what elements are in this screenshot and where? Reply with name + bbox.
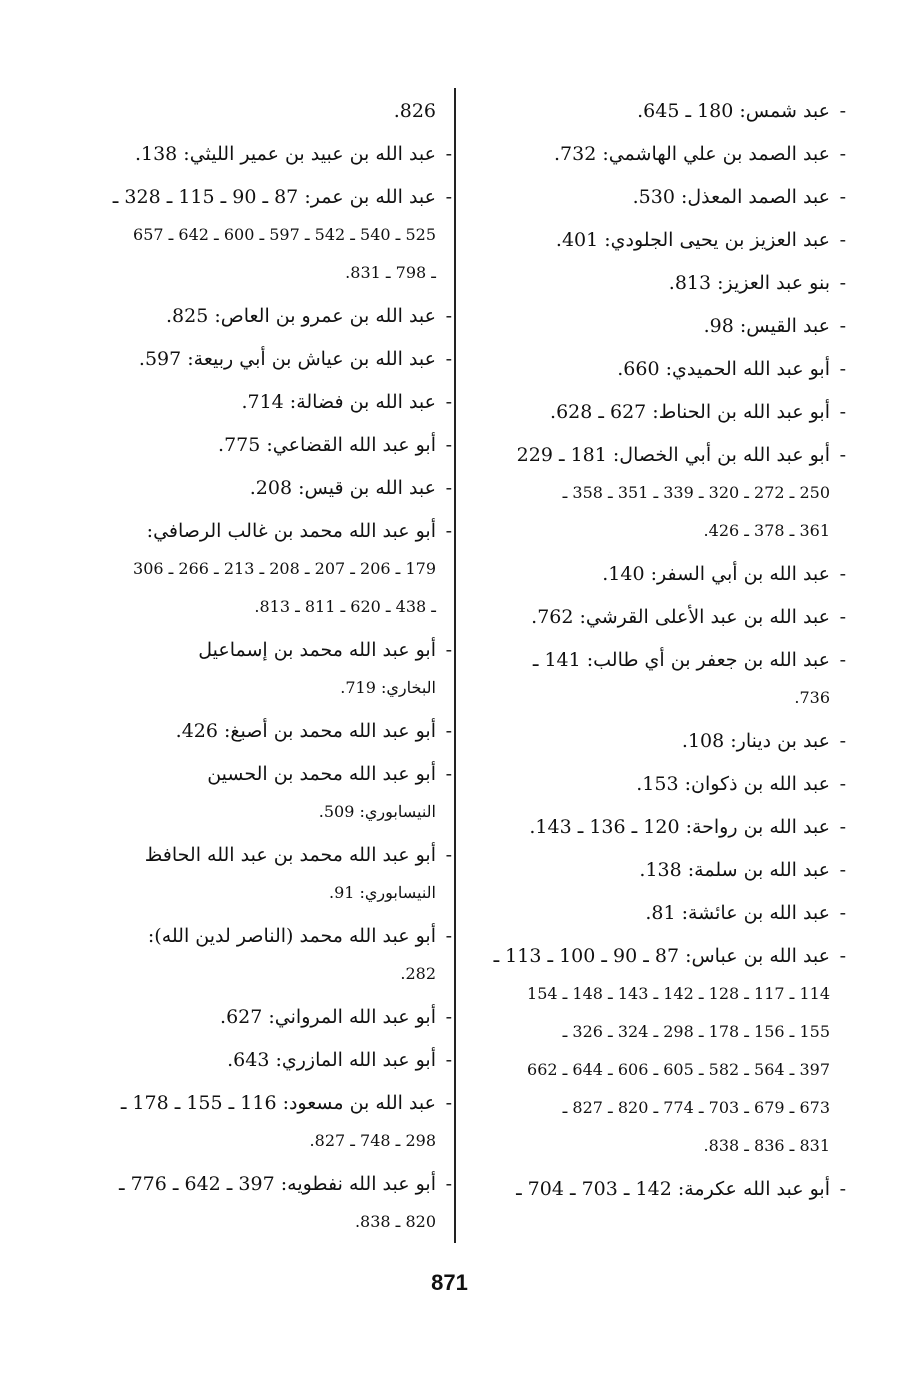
entry-continuation: 282. bbox=[400, 964, 436, 983]
entry-dash: - bbox=[445, 844, 452, 866]
entry-text: عبد الله بن مسعود: 116 ـ 155 ـ 178 ـ bbox=[120, 1092, 436, 1114]
entry-text: 826. bbox=[393, 100, 436, 122]
entry-dash: - bbox=[839, 401, 846, 423]
entry-dash: - bbox=[445, 305, 452, 327]
entry-dash: - bbox=[839, 143, 846, 165]
entry-continuation: النيسابوري: 91. bbox=[328, 883, 436, 902]
entry-dash: - bbox=[445, 1092, 452, 1114]
entry-text: أبو عبد الله القضاعي: 775. bbox=[218, 434, 436, 456]
index-entry bbox=[80, 1084, 452, 1160]
entry-dash: - bbox=[839, 730, 846, 752]
index-entry bbox=[80, 178, 452, 292]
entry-text: بنو عبد العزيز: 813. bbox=[668, 272, 830, 294]
index-entry bbox=[476, 641, 846, 717]
entry-dash: - bbox=[445, 639, 452, 661]
entry-text: عبد الله بن رواحة: 120 ـ 136 ـ 143. bbox=[529, 816, 830, 838]
index-entry bbox=[476, 264, 846, 302]
entry-continuation: 155 ـ 156 ـ 178 ـ 298 ـ 324 ـ 326 ـ bbox=[562, 1022, 830, 1041]
entry-continuation: ـ 438 ـ 620 ـ 811 ـ 813. bbox=[254, 597, 436, 616]
index-entry bbox=[476, 307, 846, 345]
entry-text: عبد الله بن أبي السفر: 140. bbox=[602, 563, 830, 585]
entry-text: أبو عبد الله الحميدي: 660. bbox=[617, 358, 830, 380]
index-entry bbox=[476, 937, 846, 1165]
entry-text: أبو عبد الله محمد بن أصبغ: 426. bbox=[175, 720, 436, 742]
index-entry bbox=[476, 393, 846, 431]
entry-text: عبد الله بن عبيد بن عمير الليثي: 138. bbox=[134, 143, 436, 165]
entry-text: أبو عبد الله عكرمة: 142 ـ 703 ـ 704 ـ bbox=[516, 1178, 830, 1200]
entry-dash: - bbox=[445, 186, 452, 208]
index-entry bbox=[476, 1170, 846, 1208]
index-entry bbox=[476, 894, 846, 932]
index-entry bbox=[80, 92, 452, 130]
index-entry bbox=[80, 917, 452, 993]
entry-text: أبو عبد الله محمد بن الحسين bbox=[207, 763, 436, 785]
index-entry bbox=[476, 436, 846, 550]
entry-text: أبو عبد الله محمد بن غالب الرصافي: bbox=[146, 520, 436, 542]
entry-text: عبد الله بن عباس: 87 ـ 90 ـ 100 ـ 113 ـ bbox=[493, 945, 830, 967]
index-column-right bbox=[476, 92, 846, 1213]
entry-text: عبد الصمد المعذل: 530. bbox=[632, 186, 830, 208]
entry-continuation: 114 ـ 117 ـ 128 ـ 142 ـ 143 ـ 148 ـ 154 bbox=[527, 984, 830, 1003]
entry-continuation: 525 ـ 540 ـ 542 ـ 597 ـ 600 ـ 642 ـ 657 bbox=[133, 225, 436, 244]
index-entry bbox=[476, 178, 846, 216]
entry-dash: - bbox=[839, 358, 846, 380]
entry-text: أبو عبد الله نفطويه: 397 ـ 642 ـ 776 ـ bbox=[118, 1173, 436, 1195]
entry-text: أبو عبد الله محمد بن عبد الله الحافظ bbox=[144, 844, 436, 866]
entry-dash: - bbox=[839, 100, 846, 122]
entry-text: عبد شمس: 180 ـ 645. bbox=[637, 100, 830, 122]
entry-text: أبو عبد الله محمد بن إسماعيل bbox=[198, 639, 436, 661]
entry-dash: - bbox=[839, 902, 846, 924]
entry-dash: - bbox=[839, 315, 846, 337]
entry-dash: - bbox=[445, 720, 452, 742]
entry-text: عبد الله بن ذكوان: 153. bbox=[636, 773, 830, 795]
entry-text: عبد الله بن عمر: 87 ـ 90 ـ 115 ـ 328 ـ bbox=[112, 186, 436, 208]
index-entry bbox=[476, 598, 846, 636]
entry-continuation: 397 ـ 564 ـ 582 ـ 605 ـ 606 ـ 644 ـ 662 bbox=[527, 1060, 830, 1079]
index-entry bbox=[80, 631, 452, 707]
index-entry bbox=[80, 383, 452, 421]
entry-text: عبد الله بن فضالة: 714. bbox=[241, 391, 436, 413]
entry-text: أبو عبد الله بن أبي الخصال: 181 ـ 229 bbox=[516, 444, 830, 466]
entry-text: عبد الصمد بن علي الهاشمي: 732. bbox=[553, 143, 830, 165]
entry-dash: - bbox=[839, 229, 846, 251]
entry-text: عبد الله بن سلمة: 138. bbox=[639, 859, 830, 881]
entry-continuation: 179 ـ 206 ـ 207 ـ 208 ـ 213 ـ 266 ـ 306 bbox=[133, 559, 436, 578]
entry-text: عبد بن دينار: 108. bbox=[681, 730, 830, 752]
entry-dash: - bbox=[839, 816, 846, 838]
entry-continuation: النيسابوري: 509. bbox=[318, 802, 436, 821]
entry-dash: - bbox=[839, 444, 846, 466]
entry-text: عبد الله بن عبد الأعلى القرشي: 762. bbox=[531, 606, 830, 628]
index-entry bbox=[476, 221, 846, 259]
entry-continuation: البخاري: 719. bbox=[340, 678, 436, 697]
entry-continuation: 831 ـ 836 ـ 838. bbox=[703, 1136, 830, 1155]
entry-text: عبد الله بن عائشة: 81. bbox=[645, 902, 830, 924]
index-entry bbox=[476, 808, 846, 846]
entry-dash: - bbox=[445, 391, 452, 413]
entry-text: أبو عبد الله المازري: 643. bbox=[227, 1049, 436, 1071]
index-entry bbox=[476, 722, 846, 760]
entry-dash: - bbox=[839, 649, 846, 671]
entry-dash: - bbox=[839, 1178, 846, 1200]
entry-text: عبد الله بن عياش بن أبي ربيعة: 597. bbox=[138, 348, 436, 370]
index-entry bbox=[80, 712, 452, 750]
entry-continuation: 361 ـ 378 ـ 426. bbox=[703, 521, 830, 540]
index-entry bbox=[80, 426, 452, 464]
index-entry bbox=[476, 92, 846, 130]
index-entry bbox=[476, 350, 846, 388]
index-column-left bbox=[80, 92, 452, 1246]
entry-dash: - bbox=[445, 925, 452, 947]
entry-continuation: 736. bbox=[794, 688, 830, 707]
entry-dash: - bbox=[839, 272, 846, 294]
index-entry bbox=[80, 469, 452, 507]
entry-dash: - bbox=[839, 945, 846, 967]
index-entry bbox=[80, 755, 452, 831]
entry-continuation: ـ 798 ـ 831. bbox=[345, 263, 436, 282]
entry-dash: - bbox=[445, 763, 452, 785]
entry-continuation: 820 ـ 838. bbox=[354, 1212, 436, 1231]
entry-continuation: 673 ـ 679 ـ 703 ـ 774 ـ 820 ـ 827 ـ bbox=[562, 1098, 830, 1117]
entry-continuation: 298 ـ 748 ـ 827. bbox=[309, 1131, 436, 1150]
column-divider bbox=[454, 88, 456, 1243]
index-entry bbox=[476, 135, 846, 173]
entry-text: عبد الله بن جعفر بن أي طالب: 141 ـ bbox=[532, 649, 830, 671]
index-entry bbox=[80, 998, 452, 1036]
entry-dash: - bbox=[445, 520, 452, 542]
entry-dash: - bbox=[445, 1006, 452, 1028]
entry-dash: - bbox=[839, 563, 846, 585]
entry-dash: - bbox=[839, 186, 846, 208]
index-entry bbox=[80, 1041, 452, 1079]
entry-text: أبو عبد الله محمد (الناصر لدين الله): bbox=[147, 925, 436, 947]
entry-dash: - bbox=[445, 477, 452, 499]
entry-text: عبد العزيز بن يحيى الجلودي: 401. bbox=[555, 229, 830, 251]
entry-text: أبو عبد الله بن الحناط: 627 ـ 628. bbox=[550, 401, 830, 423]
entry-dash: - bbox=[445, 1173, 452, 1195]
index-entry bbox=[80, 340, 452, 378]
index-entry bbox=[80, 297, 452, 335]
index-entry bbox=[80, 135, 452, 173]
entry-dash: - bbox=[445, 143, 452, 165]
entry-dash: - bbox=[445, 1049, 452, 1071]
index-entry bbox=[80, 1165, 452, 1241]
entry-continuation: 250 ـ 272 ـ 320 ـ 339 ـ 351 ـ 358 ـ bbox=[562, 483, 830, 502]
entry-text: عبد الله بن عمرو بن العاص: 825. bbox=[165, 305, 436, 327]
page-number: 871 bbox=[431, 1270, 468, 1295]
index-entry bbox=[80, 836, 452, 912]
entry-dash: - bbox=[839, 859, 846, 881]
index-entry bbox=[476, 765, 846, 803]
entry-dash: - bbox=[445, 348, 452, 370]
entry-text: عبد الله بن قيس: 208. bbox=[249, 477, 436, 499]
index-entry bbox=[476, 851, 846, 889]
entry-dash: - bbox=[839, 606, 846, 628]
entry-text: عبد القيس: 98. bbox=[703, 315, 830, 337]
entry-dash: - bbox=[445, 434, 452, 456]
index-entry bbox=[476, 555, 846, 593]
entry-text: أبو عبد الله المرواني: 627. bbox=[220, 1006, 436, 1028]
index-entry bbox=[80, 512, 452, 626]
entry-dash: - bbox=[839, 773, 846, 795]
